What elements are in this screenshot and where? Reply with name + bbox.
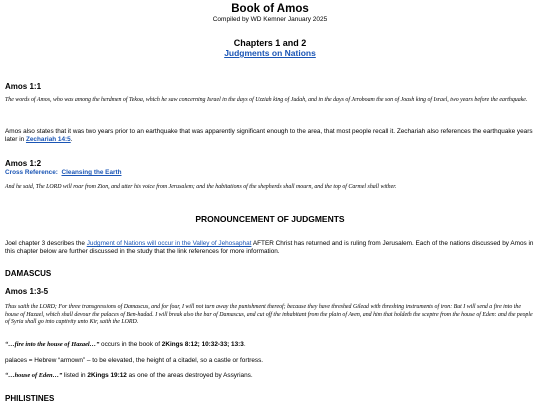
hazael-note-text: occurs in the book of <box>99 341 162 348</box>
eden-note <box>5 372 535 380</box>
eden-note-end: as one of the areas destroyed by Assyrians. <box>126 372 253 379</box>
amos-1-1-note <box>5 128 535 144</box>
amos-1-2-verse: And he said, The LORD will roar from Zion, and utter his voice from Jerusalem; and the habitations of the shepherds shall mourn, and the top of Carmel shall wither. <box>5 184 397 190</box>
palaces-note: palaces = Hebrew “armown” – to be elevated, the height of a citadel, so a castle or fortress. <box>5 357 264 364</box>
page-subtitle: Compiled by WD Kemner January 2025 <box>212 16 328 23</box>
pronouncement-text-before: Joel chapter 3 describes the <box>5 240 85 247</box>
hazael-quote: “…fire into the house of Hazael…” <box>5 341 100 348</box>
pronouncement-text-after: AFTER Christ has returned and is ruling from Jerusalem. Each of the nations discussed by Amos in this chapter below are further discussed in the study that the link references for more information. <box>5 240 534 255</box>
amos-1-1-verse: The words of Amos, who was among the herdmen of Tekoa, which he saw concerning Israel in the days of Uzziah king of Judah, and in the days of Jeroboam the son of Joash king of Israel, two years before the earthquake. <box>5 97 528 103</box>
cross-reference-label: Cross Reference: <box>5 169 58 176</box>
zechariah-link[interactable]: Zechariah 14:5 <box>25 135 71 143</box>
amos-1-3-5-verse: Thus saith the LORD; For three transgressions of Damascus, and for four, I will not turn away the punishment thereof; because they have threshed Gilead with threshing instruments of iron: But I will send a fire into the house of Hazael, which shall devour the palaces of Ben-hadad. I will break also the bar of Damascus, and cut off the inhabitant from the plain of Aven, and him that holdeth the sceptre from the house of Eden: and the people of Syria shall go into captivity unto Kir, saith the LORD. <box>5 304 533 326</box>
hazael-note-end: . <box>243 341 246 348</box>
amos-1-2-heading: Amos 1:2 <box>5 159 42 168</box>
pronouncement-text <box>5 240 535 256</box>
amos-1-1-heading: Amos 1:1 <box>5 82 42 91</box>
page-title: Book of Amos <box>231 3 309 15</box>
cross-reference <box>5 169 122 176</box>
eden-quote: “…house of Eden…” <box>5 372 63 379</box>
eden-note-text: listed in <box>62 372 88 379</box>
judgment-of-nations-link[interactable]: Judgment of Nations will occur in the Valley of Jehosaphat <box>86 240 252 247</box>
kings-19-reference: 2Kings 19:12 <box>87 372 127 379</box>
amos-1-1-note-text: Amos also states that it was two years prior to an earthquake that was apparently significant enough to the area, that most people recall it. Zechariah also references the earthquake years later in <box>5 128 533 143</box>
damascus-heading: DAMASCUS <box>5 269 52 278</box>
kings-8-reference: 2Kings 8:12; 10:32-33; 13:3 <box>161 341 244 348</box>
amos-1-3-5-heading: Amos 1:3-5 <box>5 287 49 296</box>
hazael-note <box>5 341 535 349</box>
cleansing-the-earth-link[interactable]: Cleansing the Earth <box>61 169 122 176</box>
philistines-heading: PHILISTINES <box>5 394 55 403</box>
judgments-on-nations-link[interactable]: Judgments on Nations <box>224 48 316 58</box>
chapters-heading: Chapters 1 and 2 <box>233 38 307 48</box>
pronouncement-heading: PRONOUNCEMENT OF JUDGMENTS <box>195 214 345 224</box>
amos-1-1-note-end: . <box>70 135 73 143</box>
